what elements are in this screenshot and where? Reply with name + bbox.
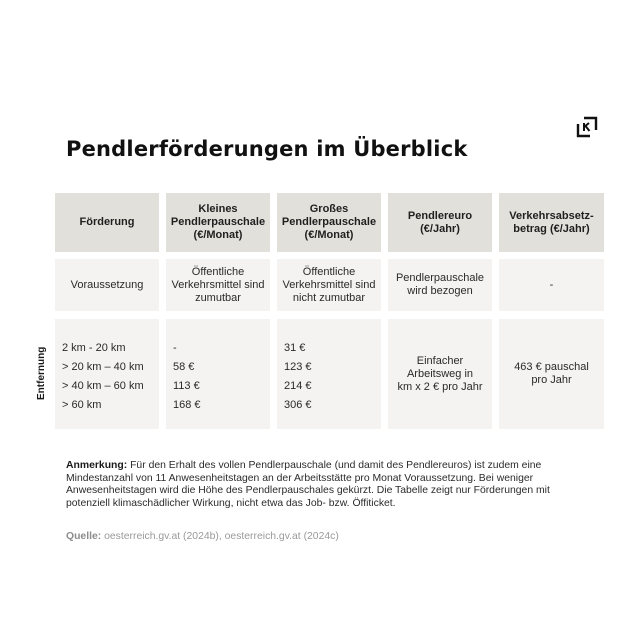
distance-item: > 60 km [62,399,102,411]
gross-values [277,319,381,429]
gross-value: 306 € [284,399,312,411]
voraussetzung-gross: Öffentliche Verkehrsmittel sind nicht zumutbar [277,259,381,311]
brand-logo-icon [576,116,598,138]
voraussetzung-euro: Pendlerpauschale wird bezogen [388,259,492,311]
source-line [66,531,339,542]
header-pendlereuro: Pendlereuro (€/Jahr) [388,193,492,252]
header-verkehrsabsetzbetrag: Verkehrsabsetz- betrag (€/Jahr) [499,193,604,252]
klein-value: 113 € [173,380,200,392]
klein-value: - [173,342,177,354]
header-foerderung: Förderung [55,193,159,252]
gross-value: 123 € [284,361,312,373]
gross-value: 214 € [284,380,312,392]
note-text: Für den Erhalt des vollen Pendlerpauschale (und damit des Pendlereuros) ist zudem eine Mindestanzahl von 11 Anwesenheitstagen an der Arbeitsstätte pro Monat Voraussetzung. Bei weniger Anwesenheitstagen wird die Höhe des Pendlerpauschales gekürzt. Die Tabelle zeigt nur Förderungen mit potenziell klimaschädlicher Wirkung, nicht etwa das Job- bzw. Öffiticket. [66,460,550,509]
voraussetzung-absetz: - [499,259,604,311]
page-title: Pendlerförderungen im Überblick [66,137,468,161]
header-grosses-pendlerpauschale: Großes Pendlerpauschale (€/Monat) [277,193,381,252]
klein-value: 168 € [173,399,201,411]
distance-list [55,319,159,429]
source-text: oesterreich.gv.at (2024b), oesterreich.gv.at (2024c) [101,531,339,542]
source-label: Quelle: [66,531,102,542]
voraussetzung-klein: Öffentliche Verkehrsmittel sind zumutbar [166,259,270,311]
distance-item: > 40 km – 60 km [62,380,144,392]
row-label-voraussetzung: Voraussetzung [55,259,159,311]
entfernung-euro: Einfacher Arbeitsweg in km x 2 € pro Jahr [388,319,492,429]
header-kleines-pendlerpauschale: Kleines Pendlerpauschale (€/Monat) [166,193,270,252]
distance-item: 2 km - 20 km [62,342,126,354]
row-label-entfernung: Entfernung [36,346,47,400]
distance-item: > 20 km – 40 km [62,361,144,373]
entfernung-absetz: 463 € pauschal pro Jahr [499,319,604,429]
gross-value: 31 € [284,342,306,354]
note-label: Anmerkung: [66,460,128,471]
note-paragraph [66,460,566,510]
klein-value: 58 € [173,361,195,373]
klein-values [166,319,270,429]
